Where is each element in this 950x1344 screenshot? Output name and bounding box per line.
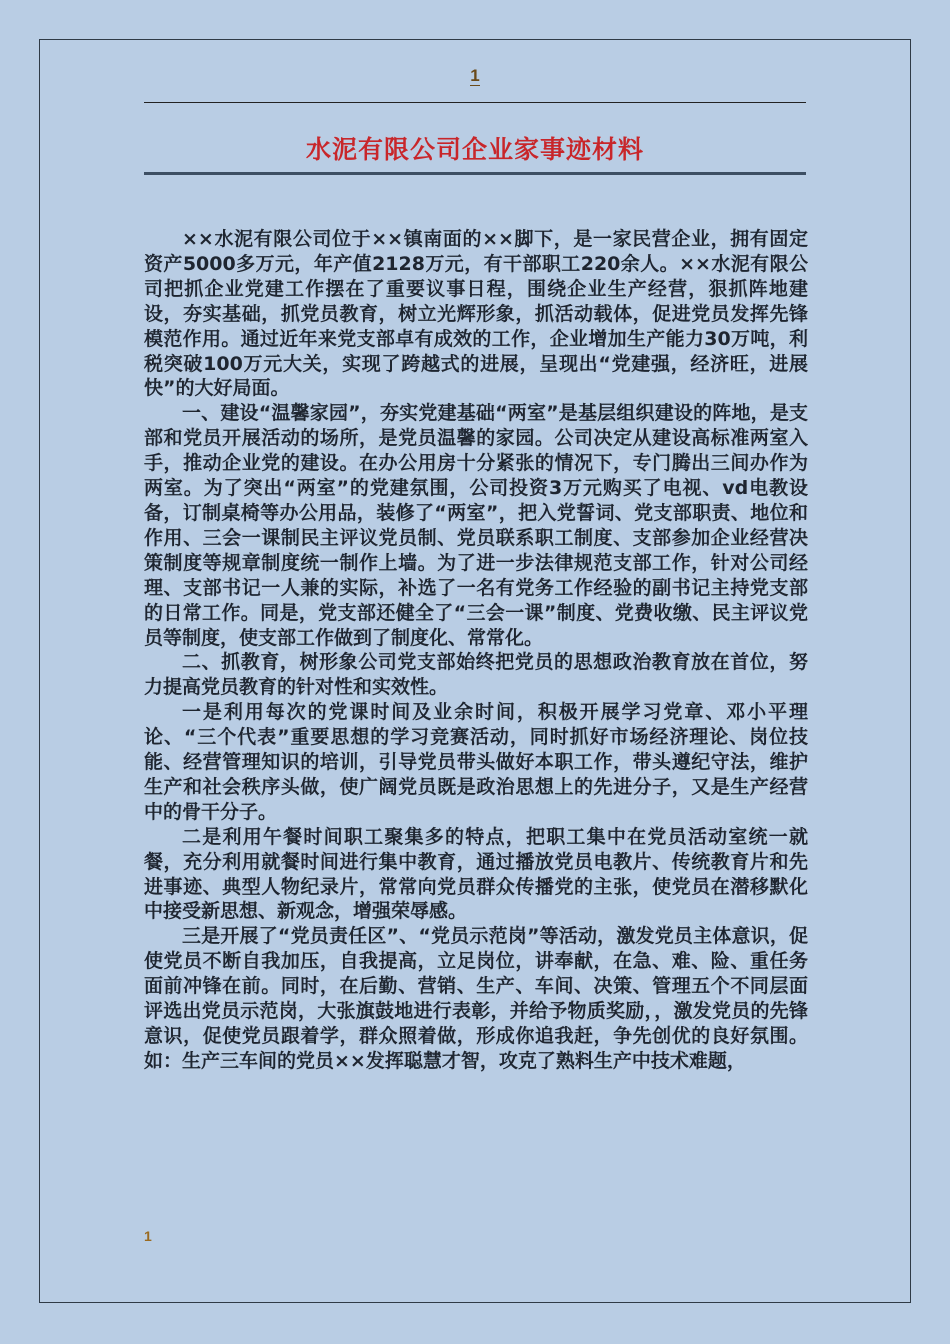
document-body <box>144 227 808 1074</box>
paragraph-section-2: 二、抓教育，树形象公司党支部始终把党员的思想政治教育放在首位，努力提高党员教育的针对性和实效性。 <box>144 651 808 699</box>
paragraph-point-1: 一是利用每次的党课时间及业余时间，积极开展学习党章、邓小平理论、“三个代表”重要思想的学习竞赛活动，同时抓好市场经济理论、岗位技能、经营管理知识的培训，引导党员带头做好本职工作，带头遵纪守法，维护生产和社会秩序头做，使广阔党员既是政治思想上的先进分子，又是生产经营中的骨干分子。 <box>144 701 808 823</box>
header-rule <box>144 102 806 103</box>
paragraph-intro: ××水泥有限公司位于××镇南面的××脚下，是一家民营企业，拥有固定资产5000多万元，年产值2128万元，有干部职工220余人。××水泥有限公司把抓企业党建工作摆在了重要议事日程，围绕企业生产经营，狠抓阵地建设，夯实基础，抓党员教育，树立光辉形象，抓活动载体，促进党员发挥先锋模范作用。通过近年来党支部卓有成效的工作，企业增加生产能力30万吨，利税突破100万元大关，实现了跨越式的进展，呈现出“党建强，经济旺，进展快”的大好局面。 <box>144 228 808 400</box>
header-page-number-text: 1 <box>470 66 480 85</box>
document-title: 水泥有限公司企业家事迹材料 <box>305 135 644 164</box>
footer-page-number: 1 <box>144 1228 152 1244</box>
paragraph-point-2: 二是利用午餐时间职工聚集多的特点，把职工集中在党员活动室统一就餐，充分利用就餐时间进行集中教育，通过播放党员电教片、传统教育片和先进事迹、典型人物纪录片，常常向党员群众传播党的主张，使党员在潜移默化中接受新思想、新观念，增强荣辱感。 <box>144 825 808 923</box>
title-rule <box>144 172 806 175</box>
paragraph-section-1: 一、建设“温馨家园”，夯实党建基础“两室”是基层组织建设的阵地，是支部和党员开展活动的场所，是党员温馨的家园。公司决定从建设高标准两室入手，推动企业党的建设。在办公用房十分紧张的情况下，专门腾出三间办作为两室。为了突出“两室”的党建氛围，公司投资3万元购买了电视、vd电教设备，订制桌椅等办公用品，装修了“两室”，把入党誓词、党支部职责、地位和作用、三会一课制民主评议党员制、党员联系职工制度、支部参加企业经营决策制度等规章制度统一制作上墙。为了进一步法律规范支部工作，针对公司经理、支部书记一人兼的实际，补选了一名有党务工作经验的副书记主持党支部的日常工作。同是，党支部还健全了“三会一课”制度、党费收缴、民主评议党员等制度，使支部工作做到了制度化、常常化。 <box>144 402 808 649</box>
paragraph-point-3: 三是开展了“党员责任区”、“党员示范岗”等活动，激发党员主体意识，促使党员不断自我加压，自我提高，立足岗位，讲奉献，在急、难、险、重任务面前冲锋在前。同时，在后勤、营销、生产、车间、决策、管理五个不同层面评选出党员示范岗，大张旗鼓地进行表彰，并给予物质奖励，，激发党员的先锋意识，促使党员跟着学，群众照着做，形成你追我赶，争先创优的良好氛围。如：生产三车间的党员××发挥聪慧才智，攻克了熟料生产中技术难题， <box>144 925 808 1072</box>
header-page-number <box>0 66 950 86</box>
